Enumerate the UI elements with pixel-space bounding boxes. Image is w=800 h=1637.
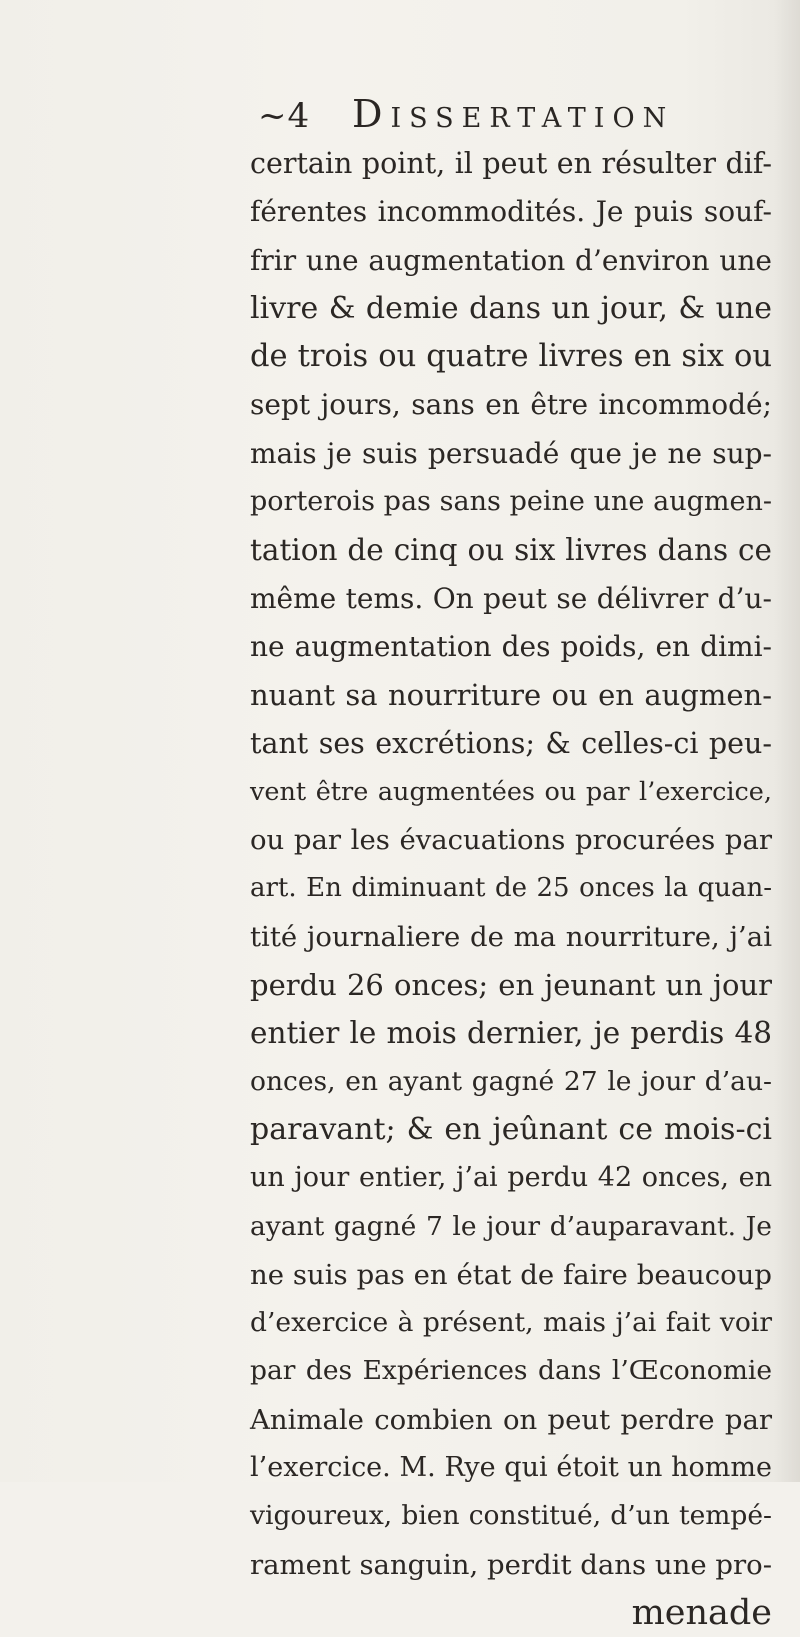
text-line: ou par les évacuations procurées par [250, 824, 772, 857]
text-line: ne augmentation des poids, en dimi- [250, 629, 772, 663]
text-line: ayant gagné 7 le jour d’auparavant. Je [250, 1210, 772, 1242]
text-line: tité journaliere de ma nourriture, j’ai [250, 920, 772, 953]
text-line: vent être augmentées ou par l’exercice, [250, 776, 772, 807]
text-line: art. En diminuant de 25 onces la quan- [250, 873, 772, 904]
text-line: férentes incommodités. Je puis souf- [250, 195, 772, 229]
body-text [250, 140, 772, 1637]
text-line: rament sanguin, perdit dans une pro- [250, 1548, 772, 1581]
text-line: sept jours, sans en être incommodé; [250, 388, 772, 422]
text-line: tation de cinq ou six livres dans ce [250, 533, 772, 568]
page-edge-shadow [774, 0, 800, 1482]
page-header [258, 92, 758, 140]
text-line: certain point, il peut en résulter dif- [250, 147, 772, 180]
page-number: ~4 [258, 96, 311, 136]
text-line: frir une augmentation d’environ une [250, 243, 772, 277]
text-line: ne suis pas en état de faire beaucoup [250, 1258, 772, 1291]
text-line: livre & demie dans un jour, & une [250, 290, 772, 326]
text-line: l’exercice. M. Rye qui étoit un homme [250, 1452, 772, 1484]
text-line: paravant; & en jeûnant ce mois-ci [250, 1111, 772, 1147]
text-line: d’exercice à présent, mais j’ai fait voir [250, 1307, 772, 1339]
text-line: onces, en ayant gagné 27 le jour d’au- [250, 1065, 772, 1097]
text-line: porterois pas sans peine une augmen- [250, 486, 772, 518]
text-line: même tems. On peut se délivrer d’u- [250, 581, 772, 615]
text-line: vigoureux, bien constitué, d’un tempé- [250, 1500, 772, 1532]
text-line: perdu 26 onces; en jeunant un jour [250, 968, 772, 1003]
text-line: de trois ou quatre livres en six ou [250, 339, 772, 375]
text-line: Animale combien on peut perdre par [250, 1403, 772, 1436]
text-line: mais je suis persuadé que je ne sup- [250, 436, 772, 470]
running-title: Dissertation [352, 92, 675, 136]
text-line: nuant sa nourriture ou en augmen- [250, 678, 772, 713]
text-line: par des Expériences dans l’Œconomie [250, 1355, 772, 1387]
text-line: tant ses excrétions; & celles-ci peu- [250, 726, 772, 760]
text-line: un jour entier, j’ai perdu 42 onces, en [250, 1162, 772, 1194]
catchword: menade [631, 1592, 772, 1633]
text-line: entier le mois dernier, je perdis 48 [250, 1016, 772, 1051]
